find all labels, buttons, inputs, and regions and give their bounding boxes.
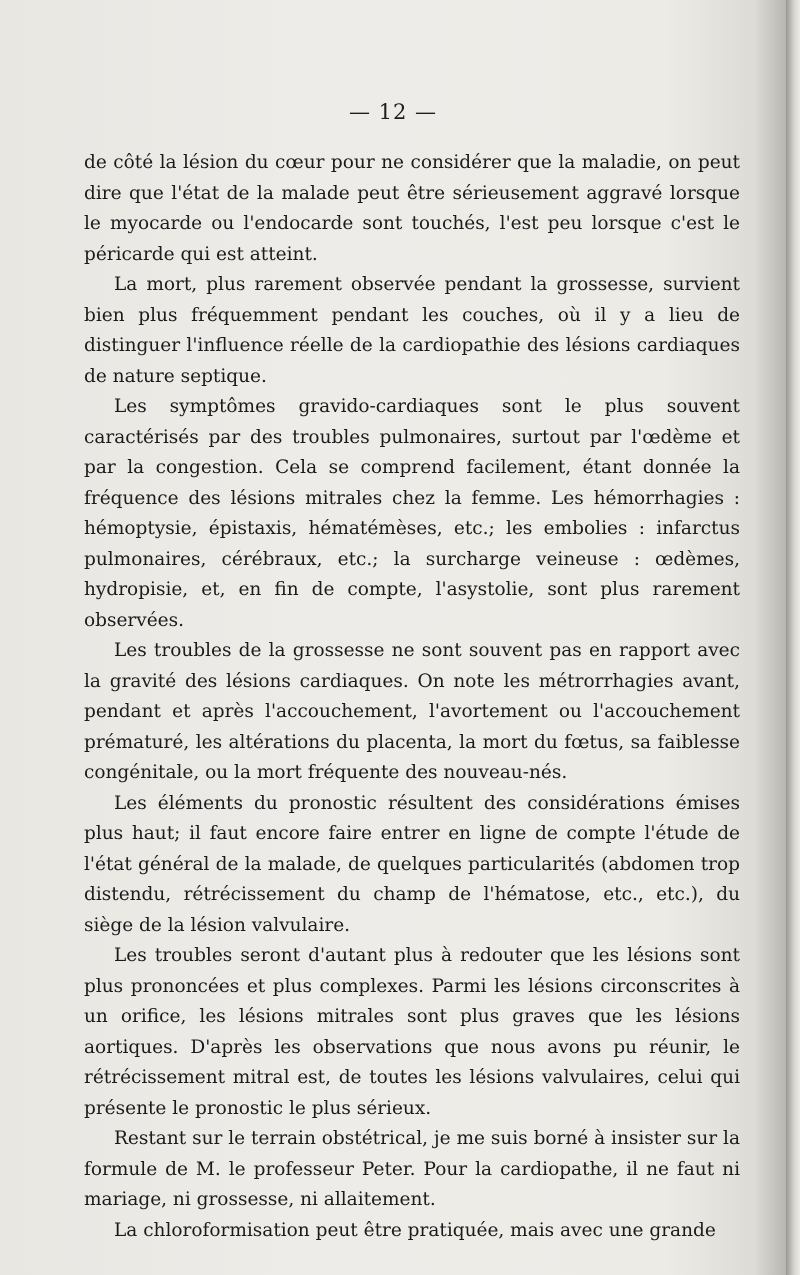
paragraph-lesion-severity: Les troubles seront d'autant plus à redouter que les lésions sont plus prononcées et plus complexes. Parmi les lésions circonscrites à un orifice, les lésions mitrales sont plus graves que les lésions aortiques. D'après les observations que nous avons pu réunir, le rétrécissement mitral est, de toutes les lésions valvulaires, celui qui présente le pronostic le plus sérieux. [84,945,740,1119]
paragraph-symptoms: Les symptômes gravido-cardiaques sont le plus souvent caractérisés par des troubles pulmonaires, surtout par l'œdème et par la congestion. Cela se comprend facilement, étant donnée la fréquence des lésions mitrales chez la femme. Les hémorrhagies : hémoptysie, épistaxis, hématémèses, etc.; les embolies : infarctus pulmonaires, cérébraux, etc.; la surcharge veineuse : œdèmes, hydropisie, et, en fin de compte, l'asystolie, sont plus rarement observées. [84,396,740,631]
paragraph-obstetric-formula: Restant sur le terrain obstétrical, je me suis borné à insister sur la formule de M. le professeur Peter. Pour la cardiopathe, il ne faut ni mariage, ni grossesse, ni allaitement. [84,1128,740,1210]
paragraph-mortality: La mort, plus rarement observée pendant la grossesse, survient bien plus fréquemment pendant les couches, où il y a lieu de distinguer l'influence réelle de la cardiopathie des lésions cardiaques de nature septique. [84,274,740,387]
page-number: — 12 — [348,100,438,124]
page-edge-shadow [786,0,800,1275]
paragraph-prognosis-elements: Les éléments du pronostic résultent des considérations émises plus haut; il faut encore faire entrer en ligne de compte l'étude de l'état général de la malade, de quelques particularités (abdomen trop distendu, rétrécissement du champ de l'hématose, etc., etc.), du siège de la lésion valvulaire. [84,792,740,936]
body-text [84,148,740,1246]
paragraph-pregnancy-troubles: Les troubles de la grossesse ne sont souvent pas en rapport avec la gravité des lésions cardiaques. On note les métrorrhagies avant, pendant et après l'accouchement, l'avortement ou l'accouchement prématuré, les altérations du placenta, la mort du fœtus, sa faiblesse congénitale, ou la mort fréquente des nouveau-nés. [84,640,740,783]
paragraph-chloroform: La chloroformisation peut être pratiquée, mais avec une grande [114,1219,716,1241]
paragraph-continuation: de côté la lésion du cœur pour ne considérer que la maladie, on peut dire que l'état de la malade peut être sérieusement aggravé lorsque le myocarde ou l'endocarde sont touchés, l'est peu lorsque c'est le péricarde qui est atteint. [84,152,740,265]
